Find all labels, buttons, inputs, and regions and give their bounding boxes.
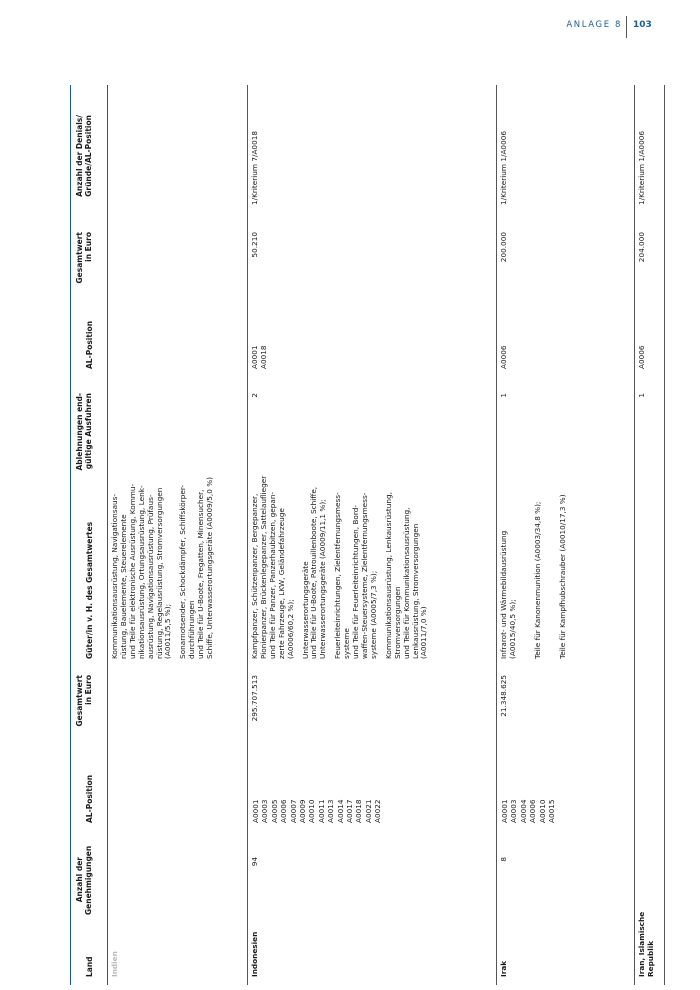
denied-count: 1 bbox=[499, 393, 508, 398]
denied-count: 2 bbox=[250, 393, 259, 398]
col-anzahl: Anzahl der Genehmigungen bbox=[75, 845, 93, 915]
goods-cell: Kampfpanzer, Schützenpanzer, Bergepanzer, Pionierpanzer, Brückenlegepanzer, Sattelauflieger und Teile für Panzer, Panzerhaubitzen, gepan- zerte Fahrzeuge, LKW, Geländefahrzeuge (A0006/60,2 %); Unterwasserortungsgeräte und Teile für U-Boote, Patrouillenboote, Schiffe, Unterwasserortungsgeräte (A0009/11,1 %); Feuerleiteinrichtungen, Zielentfernungsmess- systeme und Teile für Feuerleiteinrichtungen, Bord- waffen-Steuersysteme, Zielentfernungsmess- systeme (A0005/7,3 %); Kommunikationsausrüstung, Lenkausrüstung, Stromversorgungen und Teile für Kommunikationsausrüstung, Lenkausrüstung, Stromversorgungen (A0011/7,0 %) bbox=[250, 475, 429, 659]
al-position-list: A0001 A0003 A0005 A0006 A0007 A0009 A0010 A0011 A0013 A0014 A0017 A0018 A0021 A0022 bbox=[251, 799, 383, 823]
total-value-2: 204.000 bbox=[637, 232, 646, 263]
table-header bbox=[70, 85, 108, 985]
denials-reason: 1/Kriterium 1/A0006 bbox=[499, 130, 508, 205]
country-name: Iran, Islamische Republik bbox=[637, 911, 655, 977]
table-row bbox=[497, 85, 635, 985]
header-separator bbox=[626, 16, 627, 38]
table-row bbox=[108, 85, 248, 985]
license-count: 94 bbox=[250, 857, 259, 867]
col-al-position-2: AL-Position bbox=[85, 320, 94, 369]
col-gueter: Güter/in v. H. des Gesamtwertes bbox=[85, 521, 94, 659]
table-row bbox=[635, 85, 665, 985]
al-position-list: A0001 A0003 A0004 A0006 A0010 A0015 bbox=[500, 799, 557, 823]
total-value: 295.707.513 bbox=[250, 675, 259, 722]
denials-reason: 1/Kriterium 1/A0006 bbox=[637, 130, 646, 205]
country-name: Indien bbox=[110, 951, 119, 977]
denied-count: 1 bbox=[637, 393, 646, 398]
col-al-position: AL-Position bbox=[85, 774, 94, 823]
country-name: Irak bbox=[499, 960, 508, 977]
col-land: Land bbox=[85, 956, 94, 977]
col-denials: Anzahl der Denials/ Gründe/AL-Position bbox=[75, 115, 93, 197]
al-position-2-list: A0006 bbox=[499, 345, 508, 369]
total-value: 21.348.625 bbox=[499, 675, 508, 717]
col-gesamtwert: Gesamtwert in Euro bbox=[75, 675, 93, 727]
table-row bbox=[248, 85, 497, 985]
total-value-2: 50.210 bbox=[250, 232, 259, 258]
goods-cell: Kommunikationsausrüstung, Navigationsaus- rüstung, Bauelemente, Steuerelemente und Teile für elektronische Ausrüstung, Kommu- nikationsausrüstung, Ortungsausrüstung, Lenk- ausrüstung, Navigationsausrüstung, Prüfaus- rüstung, Regelausrüstung, Stromversorgungen (A0011/5,5 %); Sonarnotsender, Schockdämpfer, Schiffskörper- durchführungen und Teile für U-Boote, Fregatten, Minensucher, Schiffe, Unterwasserortungsgeräte (A0009/5,0 %) bbox=[110, 477, 215, 659]
license-count: 8 bbox=[499, 857, 508, 862]
al-position-2-list: A0006 bbox=[637, 345, 646, 369]
total-value-2: 200.000 bbox=[499, 232, 508, 263]
denials-reason: 1/Kriterium 7/A0018 bbox=[250, 130, 259, 205]
goods-cell: Infrarot- und Wärmebildausrüstung (A0015/40,5 %); Teile für Kanonenmunition (A0003/34,8 %); Teile für Kampfhubschrauber (A0010/17,3 %) bbox=[499, 494, 567, 659]
col-gesamtwert-2: Gesamtwert in Euro bbox=[75, 232, 93, 284]
page-number: 103 bbox=[633, 20, 652, 30]
al-position-2-list: A0001 A0018 bbox=[250, 345, 268, 369]
col-ablehnungen: Ablehnungen end- gültige Ausfuhren bbox=[75, 393, 93, 471]
export-table bbox=[70, 85, 670, 985]
annex-label: ANLAGE 8 bbox=[566, 20, 622, 30]
country-name: Indonesien bbox=[250, 931, 259, 977]
